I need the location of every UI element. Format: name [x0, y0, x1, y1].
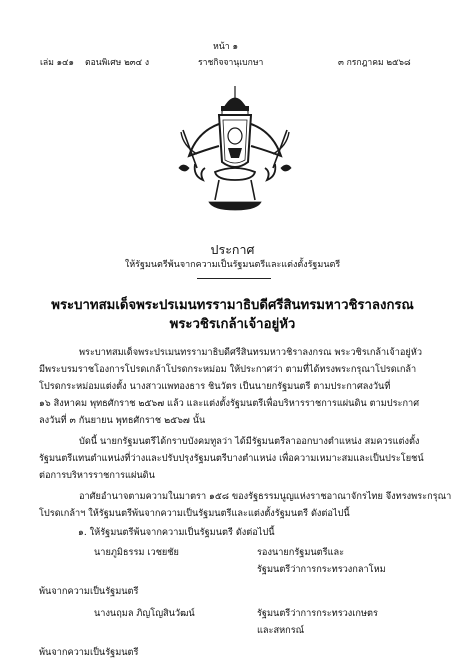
king-name-line-1: พระบาทสมเด็จพระปรเมนทรรามาธิบดีศรีสินทรมหาวชิราลงกรณ: [51, 298, 414, 313]
removal-note: พ้นจากความเป็นรัฐมนตรี: [39, 647, 139, 658]
minister-name: นายภูมิธรรม เวชยชัย: [94, 547, 179, 558]
king-name-line-2: พระวชิรเกล้าเจ้าอยู่หัว: [169, 317, 296, 332]
minister-position: และสหกรณ์: [257, 625, 305, 636]
text-line: บัดนี้ นายกรัฐมนตรีได้กราบบังคมทูลว่า ได้มีรัฐมนตรีลาออกบางตำแหน่ง สมควรแต่งตั้ง: [79, 436, 420, 447]
text-line: ต่อการบริหารราชการแผ่นดิน: [39, 470, 155, 481]
text-line: พระบาทสมเด็จพระปรเมนทรรามาธิบดีศรีสินทรมหาวชิราลงกรณ พระวชิรเกล้าเจ้าอยู่หัว: [79, 347, 423, 358]
text-line: ๑๖ สิงหาคม พุทธศักราช ๒๕๖๗ แล้ว และแต่งตั้งรัฐมนตรีเพื่อบริหารราชการแผ่นดิน ตามประกาศ: [39, 398, 420, 409]
garuda-crest-icon: [175, 84, 295, 214]
removal-note: พ้นจากความเป็นรัฐมนตรี: [39, 586, 139, 597]
page-number: หน้า ๑: [213, 42, 239, 52]
text-line: มีพระบรมราชโองการโปรดเกล้าโปรดกระหม่อม ให้ประกาศว่า ตามที่ได้ทรงพระกรุณาโปรดเกล้า: [39, 364, 417, 375]
minister-position: รองนายกรัฐมนตรีและ: [257, 547, 345, 558]
minister-position: รัฐมนตรีว่าการกระทรวงเกษตร: [257, 608, 378, 619]
publication-date: ๓ กรกฎาคม ๒๕๖๘: [338, 58, 411, 68]
volume-number: เล่ม ๑๔๑: [40, 58, 75, 68]
gazette-name: ราชกิจจานุเบกษา: [198, 58, 264, 68]
text-line: อาศัยอำนาจตามความในมาตรา ๑๕๘ ของรัฐธรรมนูญแห่งราชอาณาจักรไทย จึงทรงพระกรุณา: [79, 491, 452, 502]
announcement-title: ประกาศ: [210, 242, 255, 257]
section-number: ตอนพิเศษ ๒๓๔ ง: [85, 58, 150, 68]
title-divider: [197, 278, 271, 279]
text-line: โปรดกระหม่อมแต่งตั้ง นางสาวแพทองธาร ชินวัตร เป็นนายกรัฐมนตรี ตามประกาศลงวันที่: [39, 381, 391, 392]
item-1-heading: ๑. ให้รัฐมนตรีพ้นจากความเป็นรัฐมนตรี ดังต่อไปนี้: [78, 527, 275, 538]
text-line: โปรดเกล้าฯ ให้รัฐมนตรีพ้นจากความเป็นรัฐมนตรีและแต่งตั้งรัฐมนตรี ดังต่อไปนี้: [39, 508, 350, 519]
text-line: ลงวันที่ ๓ กันยายน พุทธศักราช ๒๕๖๗ นั้น: [39, 415, 206, 426]
announcement-subtitle: ให้รัฐมนตรีพ้นจากความเป็นรัฐมนตรีและแต่งตั้งรัฐมนตรี: [124, 260, 341, 270]
minister-position: รัฐมนตรีว่าการกระทรวงกลาโหม: [257, 564, 386, 575]
text-line: รัฐมนตรีแทนตำแหน่งที่ว่างและปรับปรุงรัฐมนตรีบางตำแหน่ง เพื่อความเหมาะสมและเป็นประโยชน์: [39, 453, 424, 464]
minister-name: นางนฤมล ภิญโญสินวัฒน์: [94, 608, 195, 619]
